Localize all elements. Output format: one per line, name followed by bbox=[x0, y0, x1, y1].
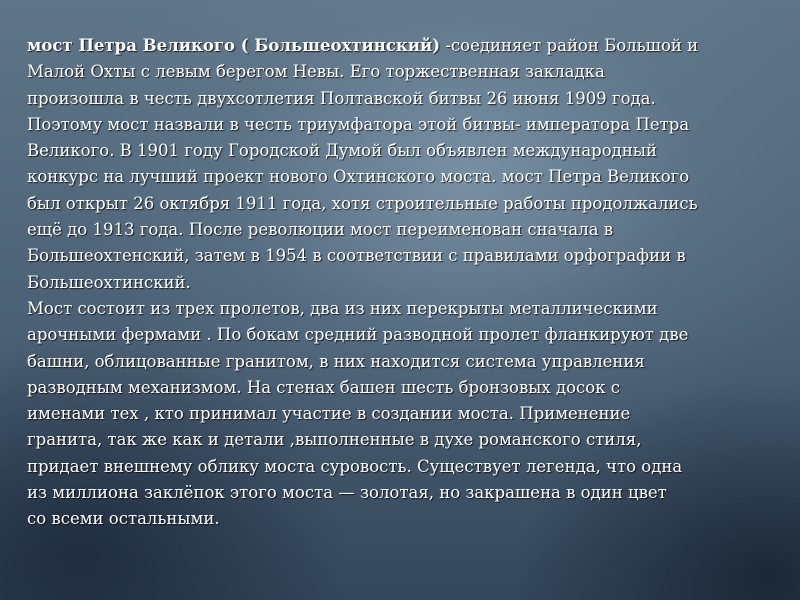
text-line-9: Большеохтенский, затем в 1954 в соответствии с правилами орфографии в bbox=[27, 246, 686, 266]
text-line-1-rest: -соединяет район Большой и bbox=[440, 36, 699, 55]
text-line-7: был открыт 26 октября 1911 года, хотя строительные работы продолжались bbox=[27, 193, 698, 213]
text-line-6: конкурс на лучший проект нового Охтинского моста. мост Петра Великого bbox=[27, 167, 690, 187]
text-line-1 bbox=[27, 33, 787, 59]
text-line-4: Поэтому мост назвали в честь триумфатора этой битвы- императора Петра bbox=[27, 114, 690, 134]
text-line-16: гранита, так же как и детали ,выполненные в духе романского стиля, bbox=[27, 430, 642, 450]
text-line-2: Малой Охты с левым берегом Невы. Его торжественная закладка bbox=[27, 62, 605, 82]
text-line-14: разводным механизмом. На стенах башен шесть бронзовых досок с bbox=[27, 377, 621, 397]
text-line-13: башни, облицованные гранитом, в них находится система управления bbox=[27, 351, 645, 371]
text-line-18: из миллиона заклёпок этого моста — золотая, но закрашена в один цвет bbox=[27, 483, 667, 503]
text-line-3: произошла в честь двухсотлетия Полтавской битвы 26 июня 1909 года. bbox=[27, 88, 656, 108]
text-line-5: Великого. В 1901 году Городской Думой был объявлен международный bbox=[27, 141, 657, 161]
bridge-name-heading: мост Петра Великого ( Большеохтинский) bbox=[27, 36, 441, 55]
text-line-19: со всеми остальными. bbox=[27, 509, 220, 529]
text-line-8: ещё до 1913 года. После революции мост переименован сначала в bbox=[27, 220, 614, 240]
text-line-17: придает внешнему облику моста суровость. Существует легенда, что одна bbox=[27, 456, 683, 476]
slide-body-text bbox=[27, 33, 787, 533]
text-line-12: арочными фермами . По бокам средний разводной пролет фланкируют две bbox=[27, 325, 689, 345]
text-line-15: именами тех , кто принимал участие в создании моста. Применение bbox=[27, 404, 631, 424]
text-line-11: Мост состоит из трех пролетов, два из них перекрыты металлическими bbox=[27, 298, 658, 318]
text-line-10: Большеохтинский. bbox=[27, 272, 191, 292]
